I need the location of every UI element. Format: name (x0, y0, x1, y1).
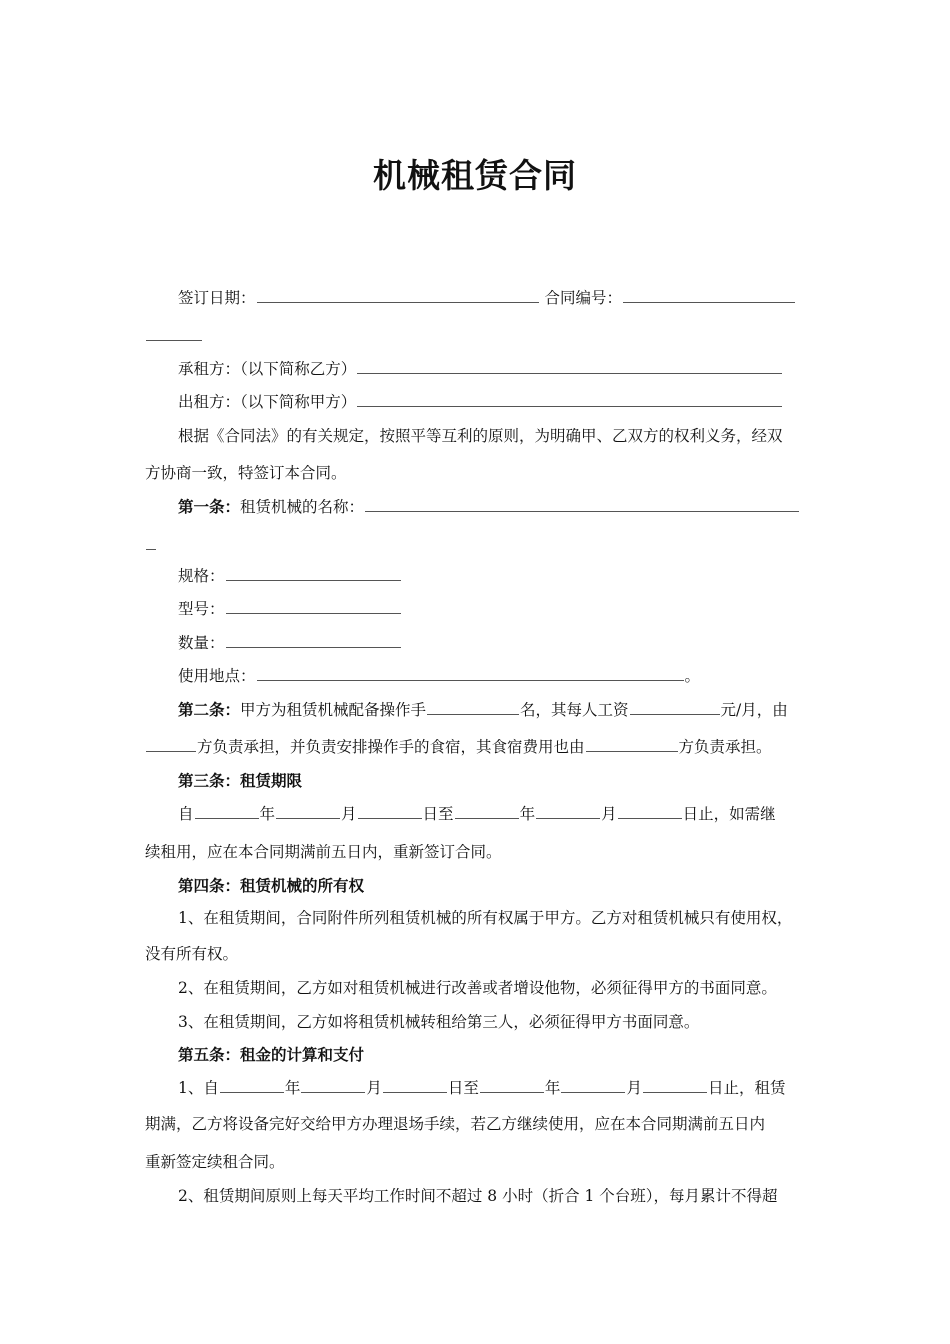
machine-name-field-tail[interactable] (146, 534, 156, 550)
end-day-field[interactable] (618, 803, 682, 819)
article-2-heading: 第二条： (178, 700, 241, 719)
location-line (178, 665, 810, 687)
lessor-label: 出租方：（以下简称甲方） (178, 393, 357, 411)
header-fields-line (178, 287, 810, 309)
intro-line-1: 根据《合同法》的有关规定，按照平等互利的原则，为明确甲、乙双方的权利义务，经双 (178, 427, 783, 445)
spec-field[interactable] (226, 565, 401, 581)
article-4-heading: 第四条：租赁机械的所有权 (178, 876, 365, 895)
year-label: 年 (284, 1079, 301, 1097)
article-5-clause-1a (178, 1077, 810, 1099)
article-2-text-b: 名，其每人工资 (520, 701, 629, 719)
lessee-label: 承租方：（以下简称乙方） (178, 360, 357, 378)
contract-no-field[interactable] (623, 287, 795, 303)
contract-no-label: 合同编号： (544, 289, 622, 307)
rent-start-day-field[interactable] (383, 1077, 447, 1093)
location-label: 使用地点： (178, 667, 256, 685)
article-2-text-e: 方负责承担。 (678, 738, 772, 756)
clause-1-from-label: 1、自 (178, 1079, 219, 1097)
contract-title: 机械租赁合同 (373, 156, 577, 195)
machine-name-field[interactable] (365, 496, 799, 512)
rent-start-month-field[interactable] (301, 1077, 365, 1093)
model-label: 型号： (178, 600, 225, 618)
article-5-clause-1c: 重新签定续租合同。 (145, 1153, 285, 1171)
article-2-text-d: 方负责承担，并负责安排操作手的食宿，其食宿费用也由 (197, 738, 585, 756)
from-label: 自 (178, 805, 194, 823)
article-3-heading: 第三条：租赁期限 (178, 771, 303, 790)
machine-name-label: 租赁机械的名称： (240, 498, 365, 516)
quantity-line (178, 632, 810, 654)
lessor-field[interactable] (357, 391, 782, 407)
rent-end-month-field[interactable] (561, 1077, 625, 1093)
year-label: 年 (259, 805, 276, 823)
start-month-field[interactable] (276, 803, 340, 819)
end-month-field[interactable] (536, 803, 600, 819)
article-3-end-text: 日止，如需继 (682, 805, 776, 823)
spec-label: 规格： (178, 567, 225, 585)
year-label: 年 (519, 805, 536, 823)
article-2-line-2 (145, 736, 810, 758)
rent-start-year-field[interactable] (220, 1077, 284, 1093)
article-2-line-1 (178, 699, 810, 721)
sign-date-field[interactable] (257, 287, 539, 303)
article-5-heading: 第五条：租金的计算和支付 (178, 1045, 365, 1064)
model-line (178, 598, 810, 620)
month-label: 月 (366, 1079, 382, 1097)
month-label: 月 (626, 1079, 642, 1097)
lessee-line (178, 358, 810, 380)
spec-line (178, 565, 810, 587)
intro-line-2: 方协商一致，特签订本合同。 (145, 464, 347, 482)
article-2-text-a: 甲方为租赁机械配备操作手 (240, 701, 427, 719)
operator-count-field[interactable] (427, 699, 519, 715)
article-4-clause-3: 3、在租赁期间，乙方如将租赁机械转租给第三人，必须征得甲方书面同意。 (178, 1013, 700, 1031)
rent-end-year-field[interactable] (480, 1077, 544, 1093)
month-label: 月 (601, 805, 617, 823)
start-year-field[interactable] (195, 803, 259, 819)
contract-no-field-tail[interactable] (146, 325, 202, 341)
contract-no-field-continued (145, 325, 810, 347)
location-end: 。 (684, 667, 701, 685)
operator-wage-field[interactable] (630, 699, 720, 715)
start-day-field[interactable] (358, 803, 422, 819)
lodging-party-field[interactable] (586, 736, 678, 752)
lessor-line (178, 391, 810, 413)
year-label: 年 (544, 1079, 561, 1097)
day-to-label: 日至 (447, 1079, 479, 1097)
sign-date-label: 签订日期： (178, 289, 256, 307)
article-4-clause-1a: 1、在租赁期间，合同附件所列租赁机械的所有权属于甲方。乙方对租赁机械只有使用权， (178, 909, 793, 927)
article-2-text-c: 元/月，由 (720, 701, 788, 719)
article-3-line-1 (178, 803, 810, 825)
machine-name-continued (145, 534, 810, 556)
quantity-label: 数量： (178, 634, 225, 652)
quantity-field[interactable] (226, 632, 401, 648)
clause-1-end-text: 日止，租赁 (707, 1079, 786, 1097)
end-year-field[interactable] (455, 803, 519, 819)
model-field[interactable] (226, 598, 401, 614)
rent-end-day-field[interactable] (643, 1077, 707, 1093)
article-5-clause-2: 2、租赁期间原则上每天平均工作时间不超过 8 小时（折合 1 个台班），每月累计不得超 (178, 1187, 778, 1205)
article-1-line (178, 496, 810, 518)
article-3-line-2: 续租用，应在本合同期满前五日内，重新签订合同。 (145, 843, 502, 861)
article-4-clause-2: 2、在租赁期间，乙方如对租赁机械进行改善或者增设他物，必须征得甲方的书面同意。 (178, 979, 777, 997)
wage-party-field[interactable] (146, 736, 196, 752)
lessee-field[interactable] (357, 358, 782, 374)
month-label: 月 (341, 805, 357, 823)
article-1-heading: 第一条： (178, 497, 241, 516)
article-4-clause-1b: 没有所有权。 (145, 945, 239, 963)
article-5-clause-1b: 期满，乙方将设备完好交给甲方办理退场手续，若乙方继续使用，应在本合同期满前五日内 (145, 1115, 766, 1133)
location-field[interactable] (257, 665, 684, 681)
day-to-label: 日至 (422, 805, 454, 823)
